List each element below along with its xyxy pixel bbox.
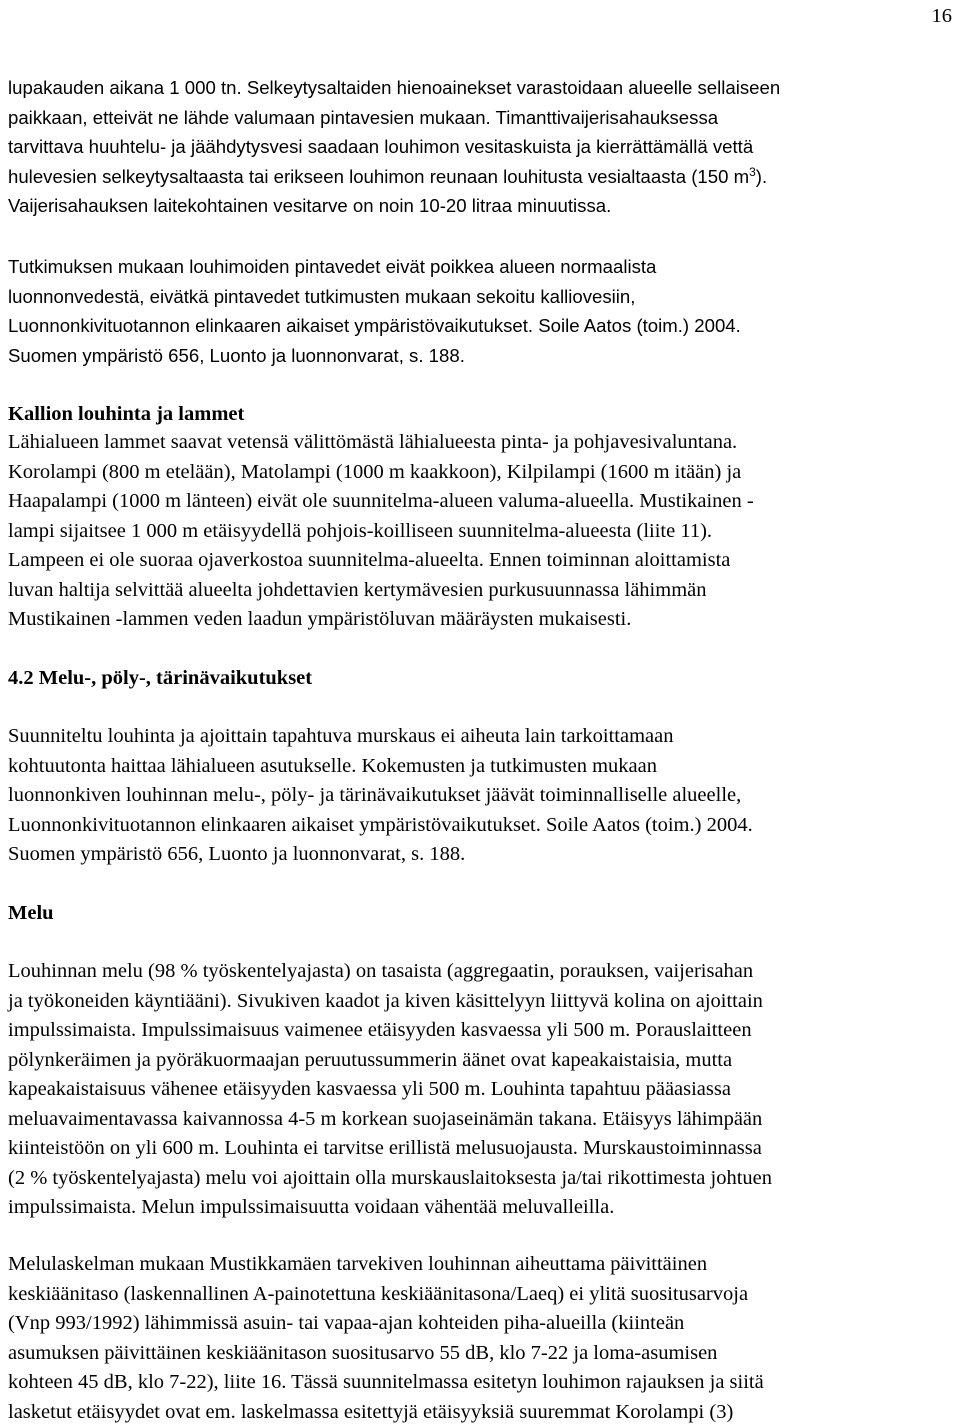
text-line: Louhinnan melu (98 % työskentelyajasta) on tasaista (aggregaatin, porauksen, vaijerisahan bbox=[8, 957, 772, 987]
text-line: Luonnonkivituotannon elinkaaren aikaiset ympäristövaikutukset. Soile Aatos (toim.) 2004. bbox=[8, 311, 741, 341]
text-line: (2 % työskentelyajasta) melu voi ajoittain olla murskauslaitoksesta ja/tai rikottimesta johtuen bbox=[8, 1164, 772, 1194]
research-paragraph bbox=[8, 252, 741, 370]
text-line: paikkaan, etteivät ne lähde valumaan pintavesien mukaan. Timanttivaijerisahauksessa bbox=[8, 103, 780, 133]
section-heading-ponds: Kallion louhinta ja lammet bbox=[8, 399, 244, 429]
text-line: Luonnonkivituotannon elinkaaren aikaiset ympäristövaikutukset. Soile Aatos (toim.) 2004. bbox=[8, 811, 753, 841]
text-line: kapeakaistaisuus vähenee etäisyyden kasvaessa yli 500 m. Louhinta tapahtuu pääasiassa bbox=[8, 1075, 772, 1105]
text-line: Tutkimuksen mukaan louhimoiden pintavedet eivät poikkea alueen normaalista bbox=[8, 252, 741, 282]
text-line: impulssimaista. Melun impulssimaisuutta voidaan vähentää meluvalleilla. bbox=[8, 1193, 772, 1223]
text-line: ja työkoneiden käyntiääni). Sivukiven kaadot ja kiven käsittelyyn liittyvä kolina on ajoittain bbox=[8, 987, 772, 1017]
text-line: (Vnp 993/1992) lähimmissä asuin- tai vapaa-ajan kohteiden piha-alueilla (kiinteän bbox=[8, 1309, 764, 1339]
text-line: Haapalampi (1000 m länteen) eivät ole suunnitelma-alueen valuma-alueella. Mustikainen - bbox=[8, 487, 754, 517]
text-segment: ). bbox=[756, 166, 767, 187]
noise-calculation-paragraph bbox=[8, 1250, 764, 1427]
text-line: keskiäänitaso (laskennallinen A-painotettuna keskiäänitasona/Laeq) ei ylitä suositusarvoja bbox=[8, 1280, 764, 1310]
planned-quarrying-paragraph bbox=[8, 722, 753, 870]
text-line: Lähialueen lammet saavat vetensä välittömästä lähialueesta pinta- ja pohjavesivaluntana. bbox=[8, 428, 754, 458]
text-line: kohtuutonta haittaa lähialueen asutukselle. Kokemusten ja tutkimusten mukaan bbox=[8, 752, 753, 782]
text-line bbox=[8, 162, 780, 192]
text-segment: hulevesien selkeytysaltaasta tai erikseen louhimon reunaan louhitusta vesialtaasta (150 m bbox=[8, 166, 749, 187]
superscript: 3 bbox=[749, 165, 756, 179]
text-line: impulssimaista. Impulssimaisuus vaimenee etäisyyden kasvaessa yli 500 m. Porauslaitteen bbox=[8, 1016, 772, 1046]
text-line: lupakauden aikana 1 000 tn. Selkeytysaltaiden hienoainekset varastoidaan alueelle sellaiseen bbox=[8, 73, 780, 103]
text-line: luonnonkiven louhinnan melu-, pöly- ja tärinävaikutukset jäävät toiminnalliselle alueelle, bbox=[8, 781, 753, 811]
text-line: meluavaimentavassa kaivannossa 4-5 m korkean suojaseinämän takana. Etäisyys lähimpään bbox=[8, 1105, 772, 1135]
text-line: tarvittava huuhtelu- ja jäähdytysvesi saadaan louhimon vesitaskuista ja kierrättämällä vettä bbox=[8, 132, 780, 162]
intro-paragraph bbox=[8, 73, 780, 221]
text-line: lasketut etäisyydet ovat em. laskelmassa esitettyjä etäisyyksiä suuremmat Korolampi (3) bbox=[8, 1398, 764, 1427]
text-line: lampi sijaitsee 1 000 m etäisyydellä pohjois-koilliseen suunnitelma-alueesta (liite 11). bbox=[8, 517, 754, 547]
text-line: kohteen 45 dB, klo 7-22), liite 16. Tässä suunnitelmassa esitetyn louhimon rajauksen ja siitä bbox=[8, 1368, 764, 1398]
text-line: pölynkeräimen ja pyöräkuormaajan peruutussummerin äänet ovat kapeakaistaisia, mutta bbox=[8, 1046, 772, 1076]
text-line: Lampeen ei ole suoraa ojaverkostoa suunnitelma-alueelta. Ennen toiminnan aloittamista bbox=[8, 546, 754, 576]
text-line: Melulaskelman mukaan Mustikkamäen tarvekiven louhinnan aiheuttama päivittäinen bbox=[8, 1250, 764, 1280]
text-line: Suomen ympäristö 656, Luonto ja luonnonvarat, s. 188. bbox=[8, 840, 753, 870]
section-heading-4-2: 4.2 Melu-, pöly-, tärinävaikutukset bbox=[8, 663, 312, 693]
text-line: Vaijerisahauksen laitekohtainen vesitarve on noin 10-20 litraa minuutissa. bbox=[8, 191, 780, 221]
text-line: kiinteistöön on yli 600 m. Louhinta ei tarvitse erillistä melusuojausta. Murskaustoiminnassa bbox=[8, 1134, 772, 1164]
text-line: Mustikainen -lammen veden laadun ympäristöluvan määräysten mukaisesti. bbox=[8, 605, 754, 635]
text-line: asumuksen päivittäinen keskiäänitason suositusarvo 55 dB, klo 7-22 ja loma-asumisen bbox=[8, 1339, 764, 1369]
section-heading-noise: Melu bbox=[8, 898, 54, 928]
page-number: 16 bbox=[932, 2, 953, 31]
noise-paragraph bbox=[8, 957, 772, 1223]
text-line: Suunniteltu louhinta ja ajoittain tapahtuva murskaus ei aiheuta lain tarkoittamaan bbox=[8, 722, 753, 752]
text-line: luonnonvedestä, eivätkä pintavedet tutkimusten mukaan sekoitu kalliovesiin, bbox=[8, 282, 741, 312]
ponds-paragraph bbox=[8, 428, 754, 635]
text-line: Suomen ympäristö 656, Luonto ja luonnonvarat, s. 188. bbox=[8, 341, 741, 371]
text-line: Korolampi (800 m etelään), Matolampi (1000 m kaakkoon), Kilpilampi (1600 m itään) ja bbox=[8, 458, 754, 488]
text-line: luvan haltija selvittää alueelta johdettavien kertymävesien purkusuunnassa lähimmän bbox=[8, 576, 754, 606]
